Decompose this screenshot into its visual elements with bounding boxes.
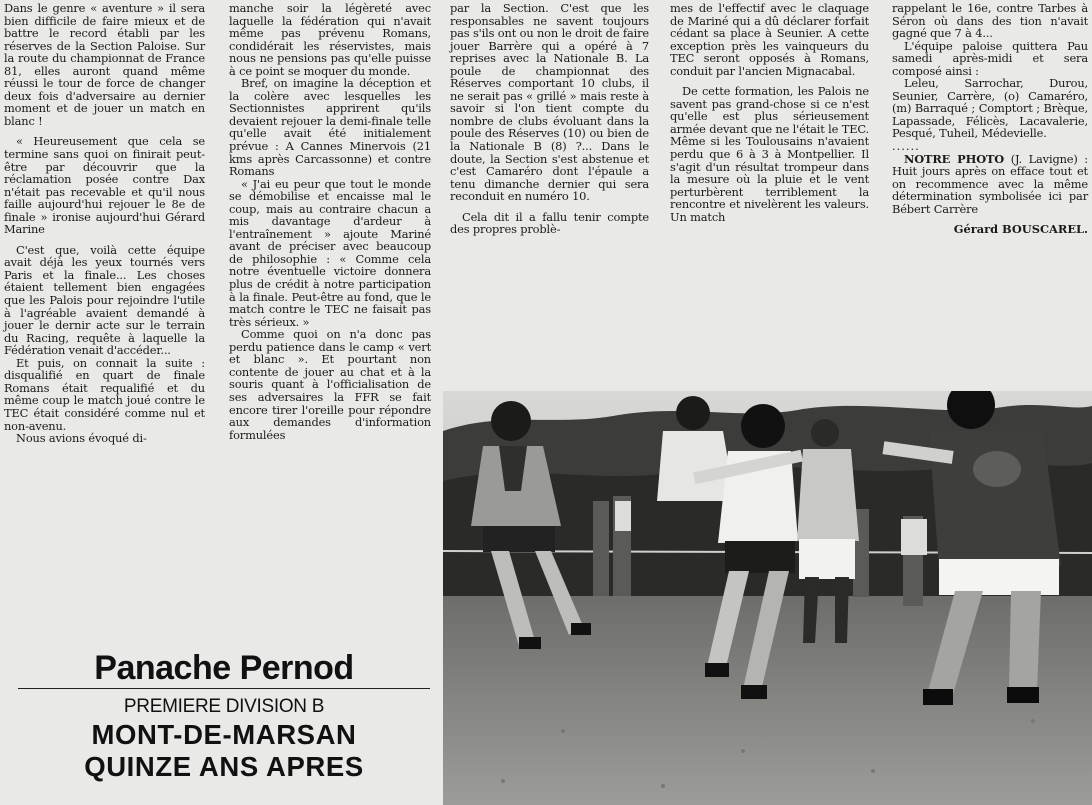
- paragraph: Comme quoi on n'a donc pas perdu patience dans le camp « vert et blanc ». Et pourtant non contente de jouer au chat et à la souris quant à l'officialisation de ses adversaires la FFR se fait encore tirer l'oreille pour répondre aux demandes d'information formulées: [229, 327, 431, 442]
- headline-line-2: QUINZE ANS APRES: [84, 751, 364, 782]
- paragraph: « Heureusement que cela se termine sans quoi on finirait peut-être par découvrir que la réclamation posée contre Dax n'était pas recevable et qu'il nous faille aujourd'hui rejouer le 8e de finale » ironise aujourd'hui Gérard Marine: [4, 134, 205, 237]
- headline-block: [14, 648, 434, 783]
- caption-text: : Huit jours après on efface tout et on recommence avec la même détermination symbolisée ici par Bébert Carrère: [892, 151, 1088, 216]
- paragraph: Dans le genre « aventure » il sera bien difficile de faire mieux et de battre le record établi par les réserves de la Section Paloise. Sur la route du championnat de France 81, elles auront quand même réussi le tour de force de changer deux fois d'adversaire au dernier moment et de jouer un match en blanc !: [4, 1, 205, 128]
- paragraph: mes de l'effectif avec le claquage de Mariné qui a dû déclarer forfait cédant sa place à Seunier. A cette exception près les vainqueurs du TEC seront opposés à Romans, conduit par l'ancien Mignacabal.: [670, 1, 869, 78]
- paragraph: Bref, on imagine la déception et la colère avec lesquelles les Sectionnistes apprirent qu'ils devaient rejouer la demi-finale telle qu'elle avait été initialement prévue : A Cannes Minervois (21 kms après Carcassonne) et contre Romans: [229, 76, 431, 179]
- paragraph: Et puis, on connait la suite : disqualifié en quart de finale Romans était requalifié et du même coup le match joué contre le TEC était considéré comme nul et non-avenu.: [4, 355, 205, 433]
- headline-divider: [18, 688, 430, 689]
- article-column-5: [892, 2, 1088, 236]
- paragraph: par la Section. C'est que les responsables ne savent toujours pas s'ils ont ou non le droit de faire jouer Barrère qui a opéré à 7 reprises avec la Nationale B. La poule de championnat des Réserves comportant 10 clubs, il ne serait pas « grillé » mais reste à savoir si l'on tient compte du nombre de clubs évoluant dans la poule des Réserves (10) ou bien de la Nationale B (8) ?... Dans le doute, la Section s'est abstenue et c'est Camaréro dont l'épaule a tenu dimanche dernier qui sera reconduit en numéro 10.: [450, 1, 649, 204]
- team-list: Leleu, Sarrochar, Durou, Seunier, Carrère, (o) Camaréro, (m) Barraqué ; Comptort ; Brèque, Lapassade, Félicès, Lacavalerie, Pesqué, Tuheil, Médevielle.: [892, 76, 1088, 141]
- paragraph: C'est que, voilà cette équipe avait déjà les yeux tournés vers Paris et la finale... Les choses étaient tellement bien engagées que les Palois pour rejoindre l'utile à l'agréable avaient demandé à jouer le dernir acte sur le terrain du Racing, requête à laquelle la Fédération venait d'accéder...: [4, 242, 205, 358]
- paragraph: Nous avions évoqué di-: [16, 431, 147, 446]
- paragraph: manche soir la légèreté avec laquelle la fédération qui n'avait même pas prévenu Romans, condidérait les réservistes, mais nous ne pensions pas qu'elle puisse à ce point se moquer du monde.: [229, 1, 431, 78]
- section-title: Panache Pernod: [94, 649, 354, 687]
- rugby-match-photo: [443, 391, 1092, 805]
- team-intro: L'équipe paloise quittera Pau samedi après-midi et sera composé ainsi :: [892, 38, 1088, 78]
- photo-caption: [892, 153, 1088, 216]
- article-column-3: [450, 2, 649, 236]
- author-signature: Gérard BOUSCAREL.: [953, 222, 1088, 237]
- paragraph: Cela dit il a fallu tenir compte des propres problè-: [450, 209, 649, 237]
- article-column-2: [229, 2, 431, 441]
- headline-kicker: PREMIERE DIVISION B: [123, 696, 325, 717]
- article-column-1: [4, 2, 205, 445]
- paragraph: « J'ai eu peur que tout le monde se démobilise et encaisse mal le coup, mais au contraire chacun a mis davantage d'ardeur à l'entraînement » ajoute Mariné avant de préciser avec beaucoup de philosophie : « Comme cela notre éventuelle victoire donnera plus de crédit à notre participation à la finale. Peut-être au fond, que le match contre le TEC ne faisait pas très sérieux. »: [229, 176, 431, 329]
- headline-line-1: MONT-DE-MARSAN: [91, 719, 357, 750]
- caption-credit: (J. Lavigne): [1010, 151, 1078, 166]
- caption-label: NOTRE PHOTO: [904, 151, 1005, 166]
- paragraph: rappelant le 16e, contre Tarbes à Séron où dans des tion n'avait gagné que 7 à 4...: [892, 1, 1088, 41]
- separator-dots: ......: [892, 139, 920, 154]
- paragraph: De cette formation, les Palois ne savent pas grand-chose si ce n'est qu'elle est plus sérieusement armée devant que ne l'était le TEC. Même si les Toulousains n'avaient perdu que 6 à 3 à Montpellier. Il s'agit d'un résultat trompeur dans la mesure où la pluie et le vent perturbèrent terriblement la rencontre et nivelèrent les valeurs. Un match: [670, 84, 869, 224]
- rugby-photo-illustration: [443, 391, 1092, 805]
- article-column-4: [670, 2, 869, 223]
